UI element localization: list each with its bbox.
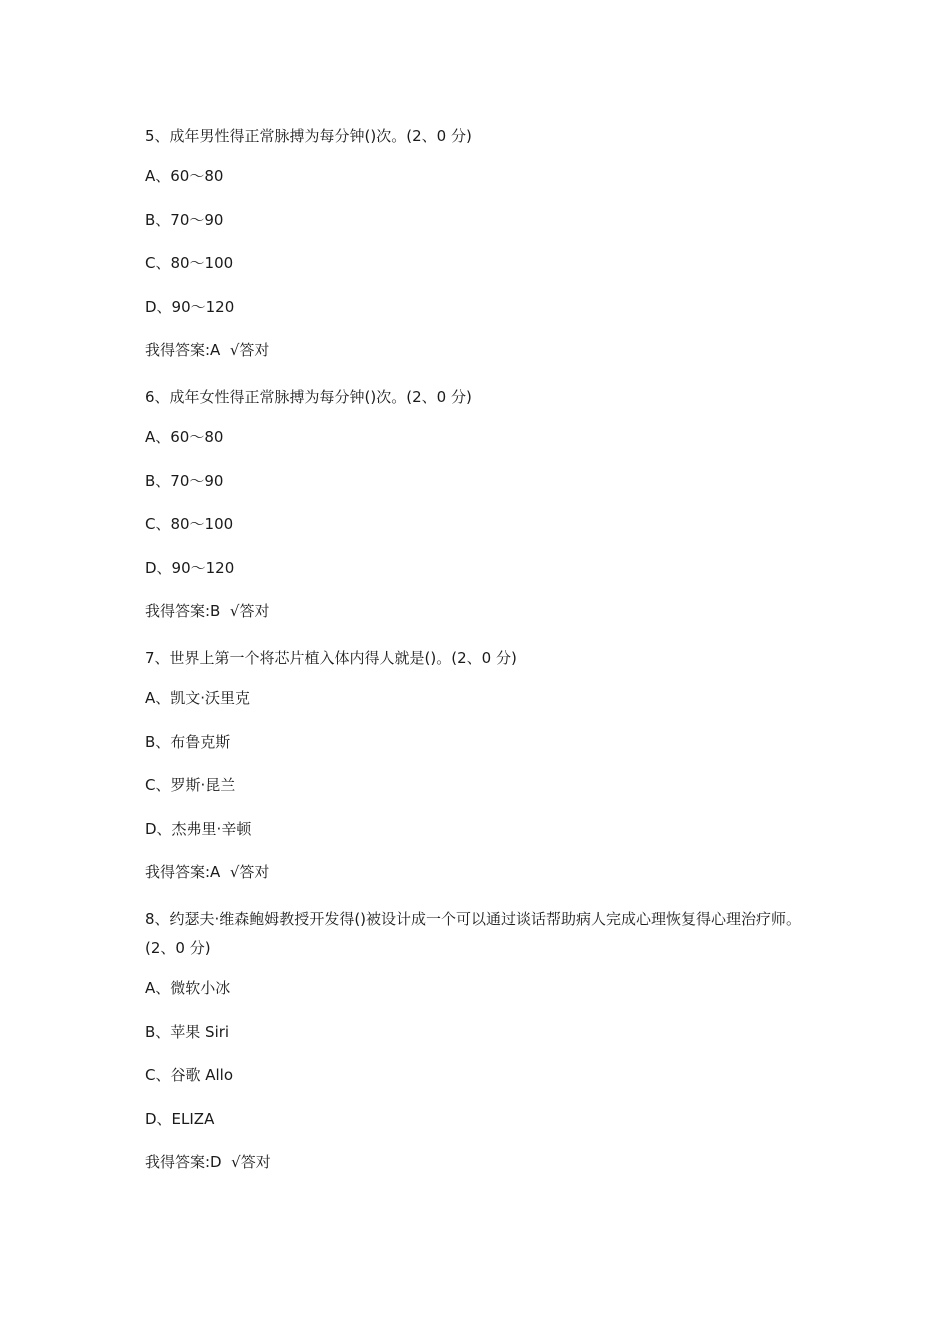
option-b: B、布鲁克斯	[145, 732, 231, 751]
question-text: 7、世界上第一个将芯片植入体内得人就是()。(2、0 分)	[145, 648, 517, 667]
option-c: C、80～100	[145, 254, 234, 273]
question-text: 6、成年女性得正常脉搏为每分钟()次。(2、0 分)	[145, 387, 472, 406]
question-block-6	[145, 383, 825, 622]
option-d: D、ELIZA	[145, 1109, 215, 1128]
option-d: D、杰弗里·辛顿	[145, 819, 252, 838]
question-block-8	[145, 905, 825, 1173]
option-a: A、微软小冰	[145, 978, 231, 997]
document-page	[145, 122, 825, 1195]
option-a: A、60～80	[145, 427, 224, 446]
question-block-5	[145, 122, 825, 361]
option-b: B、苹果 Siri	[145, 1022, 230, 1041]
answer-line: 我得答案:D √答对	[145, 1153, 271, 1172]
option-c: C、罗斯·昆兰	[145, 776, 236, 795]
option-b: B、70～90	[145, 210, 224, 229]
option-d: D、90～120	[145, 558, 235, 577]
question-text: 8、约瑟夫·维森鲍姆教授开发得()被设计成一个可以通过谈话帮助病人完成心理恢复得心理治疗师。(2、0 分)	[145, 909, 802, 957]
answer-line: 我得答案:A √答对	[145, 341, 270, 360]
option-d: D、90～120	[145, 297, 235, 316]
option-b: B、70～90	[145, 471, 224, 490]
answer-line: 我得答案:B √答对	[145, 602, 270, 621]
option-c: C、谷歌 Allo	[145, 1066, 234, 1085]
option-a: A、凯文·沃里克	[145, 688, 251, 707]
answer-line: 我得答案:A √答对	[145, 863, 270, 882]
option-a: A、60～80	[145, 167, 224, 185]
question-text: 5、成年男性得正常脉搏为每分钟()次。(2、0 分)	[145, 127, 472, 145]
option-c: C、80～100	[145, 515, 234, 534]
question-block-7	[145, 644, 825, 883]
